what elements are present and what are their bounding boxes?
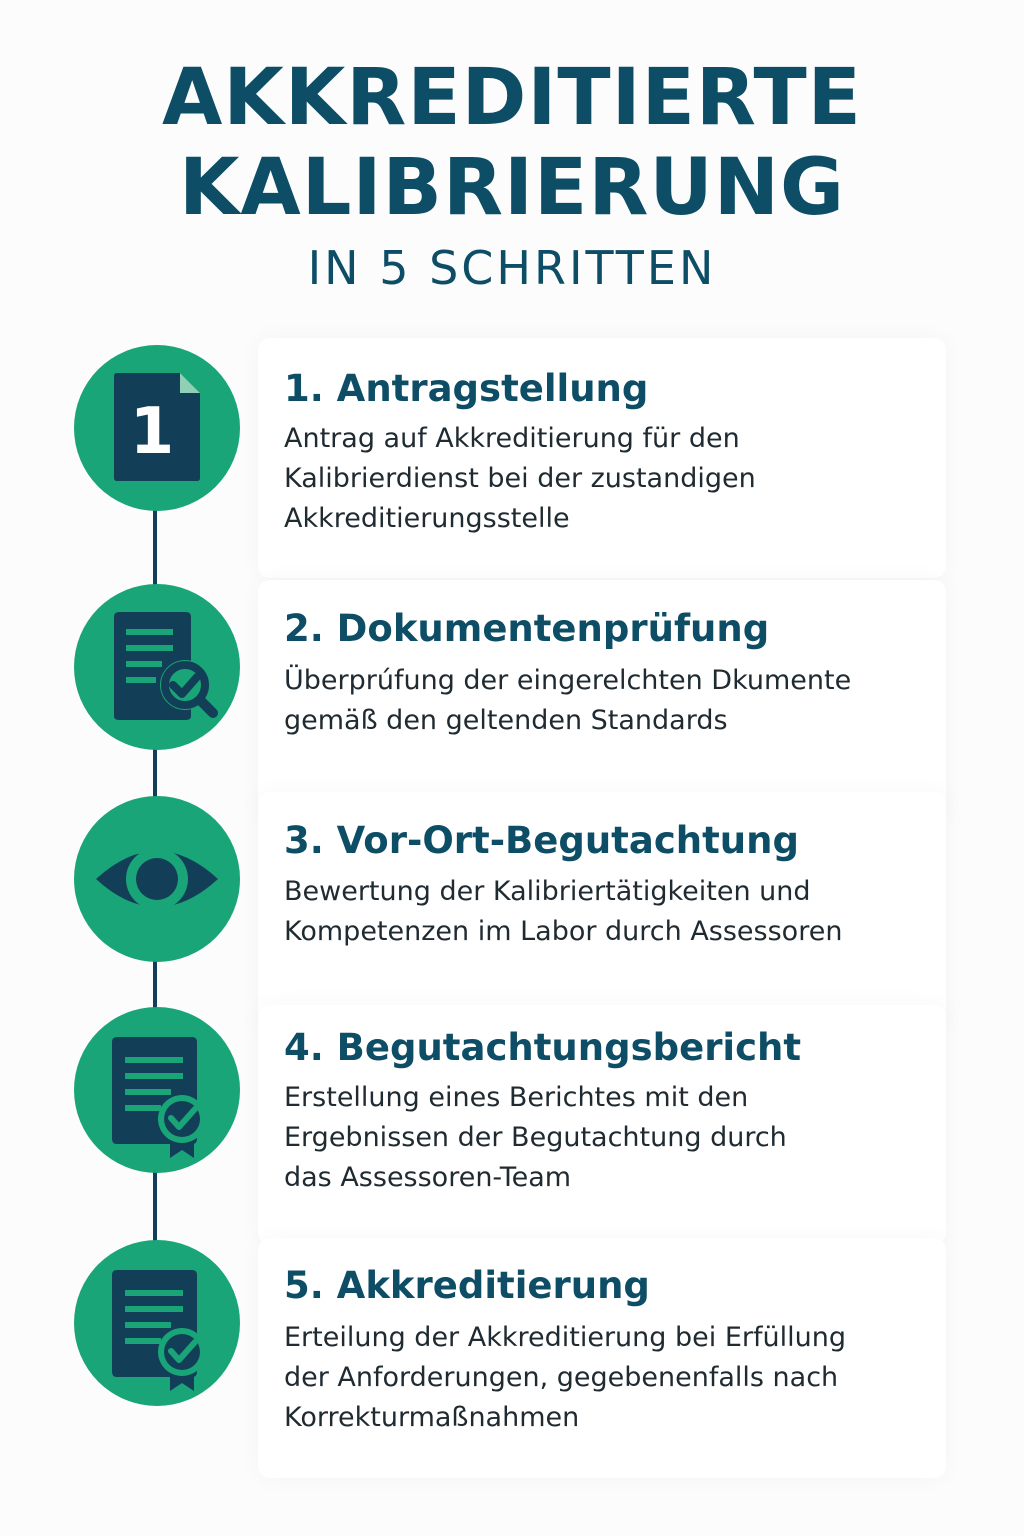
step-1-description [284, 419, 944, 539]
step-4-icon-circle [74, 1007, 240, 1173]
document-number-text: 1 [129, 395, 175, 469]
step-4-description [284, 1078, 944, 1198]
certificate-check-icon [74, 1240, 240, 1406]
step-3-title: 3. Vor-Ort-Begutachtung [284, 819, 799, 862]
step-3-description [284, 872, 944, 952]
step-2-line-2: gemäß den geltenden Standards [284, 705, 728, 736]
step-4-line-1: Erstellung eines Berichtes mit den [284, 1082, 749, 1113]
step-1-icon-circle [74, 345, 240, 511]
step-4-line-3: das Assessoren-Team [284, 1162, 572, 1193]
document-search-icon [74, 584, 240, 750]
step-4-title: 4. Begutachtungsbericht [284, 1026, 802, 1069]
step-1-line-1: Antrag auf Akkreditierung für den [284, 423, 740, 454]
eye-icon [74, 796, 240, 962]
step-5-description [284, 1318, 944, 1438]
step-1-line-3: Akkreditierungsstelle [284, 503, 570, 534]
step-5-line-1: Erteilung der Akkreditierung bei Erfüllung [284, 1322, 846, 1353]
certificate-check-icon [74, 1007, 240, 1173]
subtitle: IN 5 SCHRITTEN [307, 241, 717, 295]
step-3-line-2: Kompetenzen im Labor durch Assessoren [284, 916, 843, 947]
step-5-line-3: Korrekturmaßnahmen [284, 1402, 580, 1433]
step-5-title: 5. Akkreditierung [284, 1264, 650, 1307]
step-2-title: 2. Dokumentenprüfung [284, 607, 770, 650]
title-line-2: KALIBRIERUNG [178, 143, 846, 233]
step-3-icon-circle [74, 796, 240, 962]
step-2-description [284, 661, 944, 741]
document-number-icon [74, 345, 240, 511]
step-2-icon-circle [74, 584, 240, 750]
title-line-1: AKKREDITIERTE [162, 53, 862, 143]
step-1-title: 1. Antragstellung [284, 367, 649, 410]
step-5-line-2: der Anforderungen, gegebenenfalls nach [284, 1362, 839, 1393]
step-5-icon-circle [74, 1240, 240, 1406]
step-3-line-1: Bewertung der Kalibriertätigkeiten und [284, 876, 811, 907]
step-1-line-2: Kalibrierdienst bei der zustandigen [284, 463, 756, 494]
step-2-line-1: Überprúfung der eingerelchten Dkumente [284, 665, 852, 696]
step-4-line-2: Ergebnissen der Begutachtung durch [284, 1122, 787, 1153]
